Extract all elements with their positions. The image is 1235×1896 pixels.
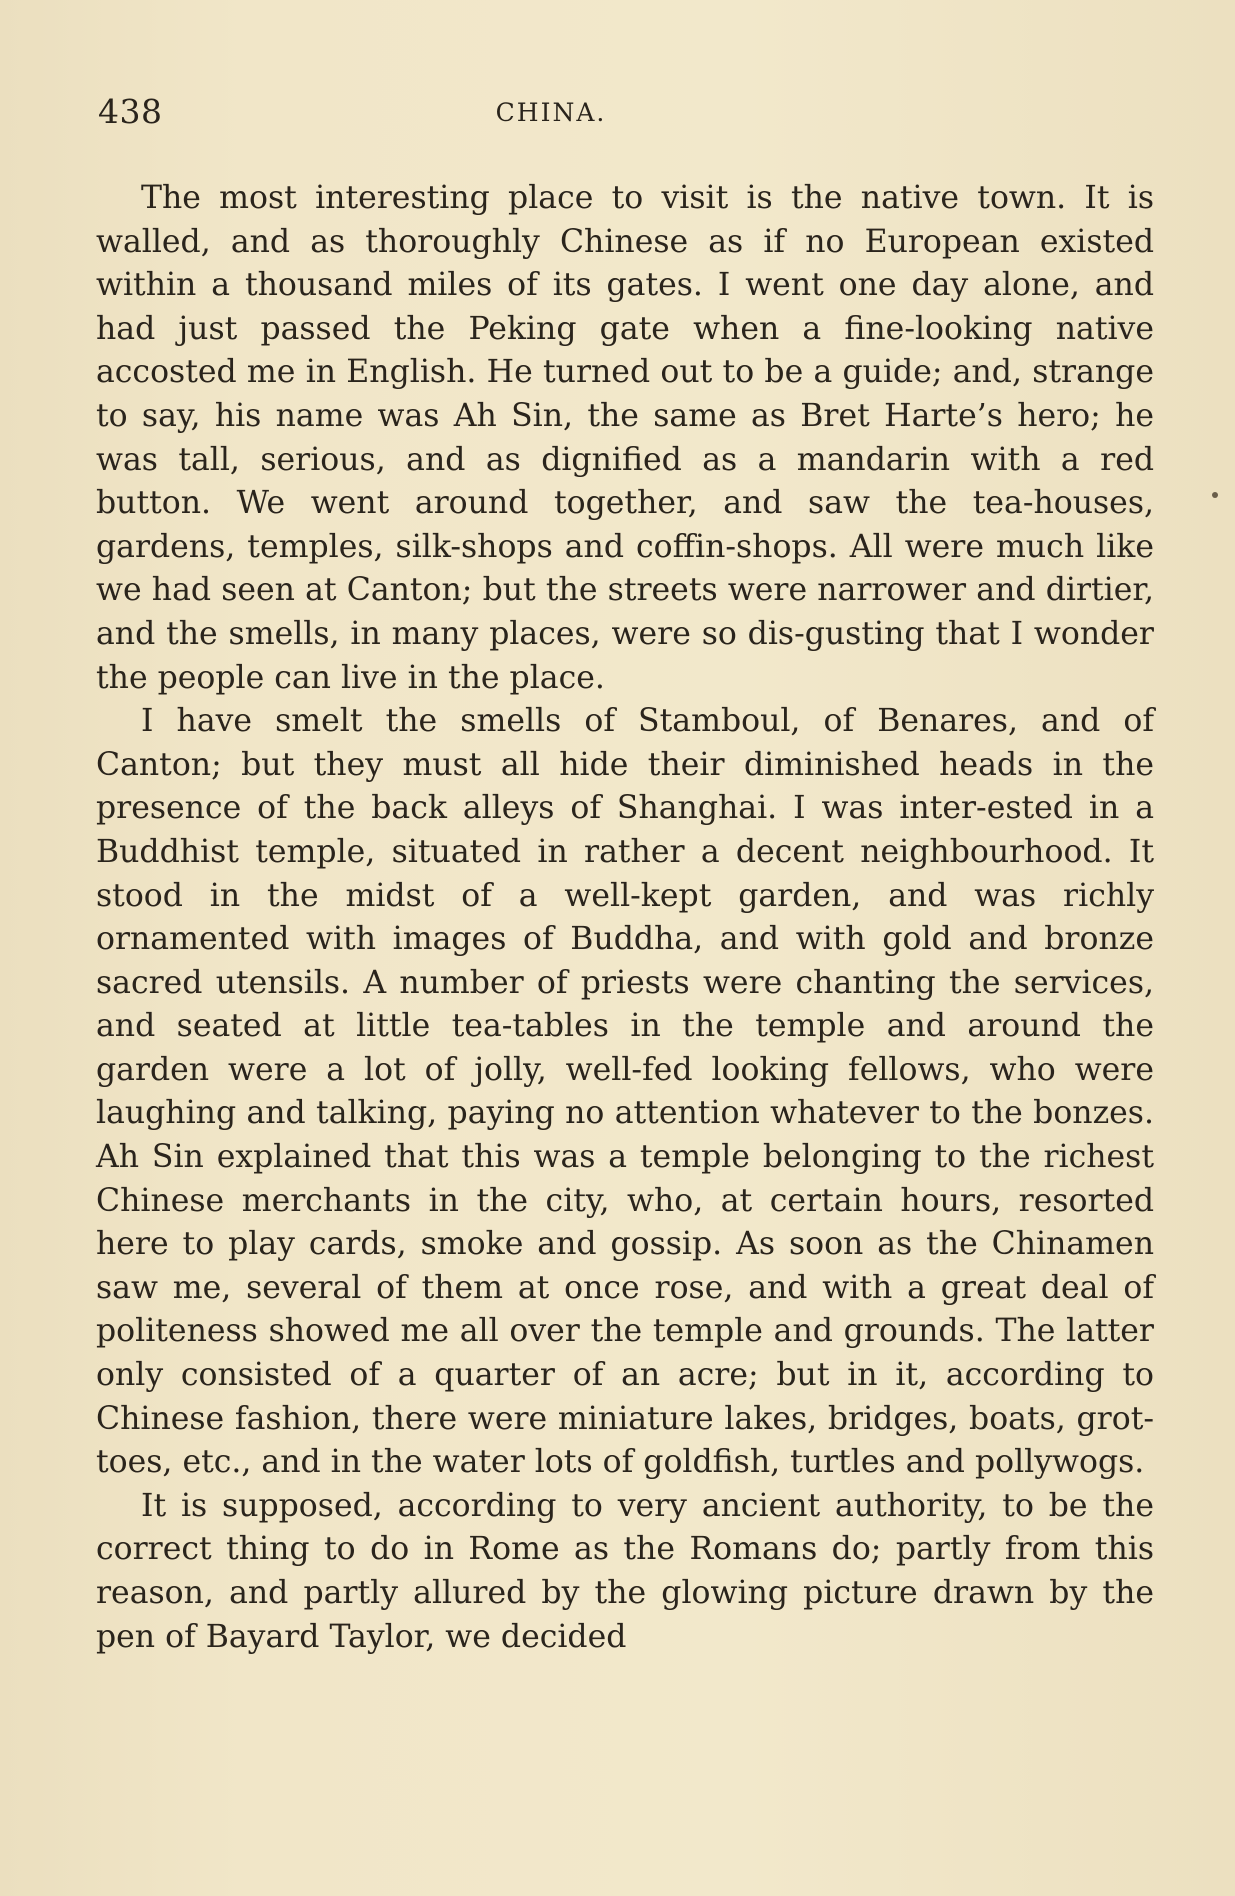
page-header	[98, 92, 1154, 138]
running-head: CHINA.	[495, 98, 607, 127]
paragraph: I have smelt the smells of Stamboul, of Benares, and of Canton; but they must all hide their diminished heads in the presence of the back alleys of Shanghai. I was inter-ested in a Buddhist temple, situated in rather a decent neighbourhood. It stood in the midst of a well-kept garden, and was richly ornamented with images of Buddha, and with gold and bronze sacred utensils. A number of priests were chanting the services, and seated at little tea-tables in the temple and around the garden were a lot of jolly, well-fed looking fellows, who were laughing and talking, paying no attention whatever to the bonzes. Ah Sin explained that this was a temple belonging to the richest Chinese merchants in the city, who, at certain hours, resorted here to play cards, smoke and gossip. As soon as the Chinamen saw me, several of them at once rose, and with a great deal of politeness showed me all over the temple and grounds. The latter only consisted of a quarter of an acre; but in it, according to Chinese fashion, there were miniature lakes, bridges, boats, grot-toes, etc., and in the water lots of goldfish, turtles and pollywogs.	[96, 703, 1154, 1481]
paragraph: It is supposed, according to very ancient authority, to be the correct thing to do in Rome as the Romans do; partly from this reason, and partly allured by the glowing picture drawn by the pen of Bayard Taylor, we decided	[96, 1487, 1154, 1655]
page-number: 438	[98, 92, 163, 131]
ink-speck	[1212, 492, 1218, 498]
paragraph: The most interesting place to visit is the native town. It is walled, and as thoroughly Chinese as if no European existed within a thousand miles of its gates. I went one day alone, and had just passed the Peking gate when a fine-looking native accosted me in English. He turned out to be a guide; and, strange to say, his name was Ah Sin, the same as Bret Harte’s hero; he was tall, serious, and as dignified as a mandarin with a red button. We went around together, and saw the tea-houses, gardens, temples, silk-shops and coffin-shops. All were much like we had seen at Canton; but the streets were narrower and dirtier, and the smells, in many places, were so dis-gusting that I wonder the people can live in the place.	[96, 180, 1154, 696]
body-text	[96, 177, 1154, 1659]
